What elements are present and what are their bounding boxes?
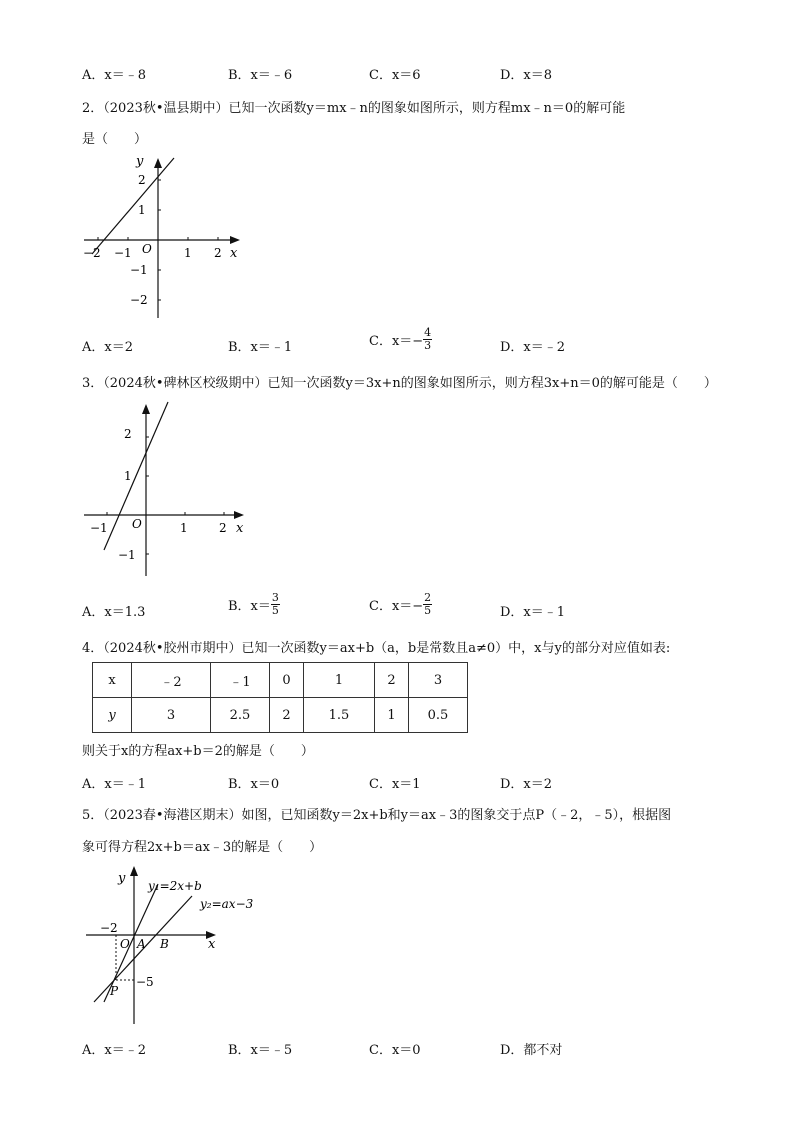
q5-option-c[interactable]: C．x＝0 [369,1043,421,1058]
q2-stem-line1: 2．（2023秋•温县期中）已知一次函数y＝mx﹣n的图象如图所示，则方程mx﹣n＝0的解可能 [82,101,626,116]
q2-xtick-neg1: −1 [114,246,132,260]
q3-option-b-fraction [271,592,280,617]
q3-x-arrow [234,511,244,519]
q3-option-c-fraction [423,592,432,617]
q2-ytick-neg1: −1 [130,263,148,277]
q3-option-c-prefix: C．x＝− [369,599,424,614]
table-cell: 1.5 [304,698,375,733]
q3-xtick-2: 2 [219,521,227,535]
q4-option-b[interactable]: B．x＝0 [228,777,280,792]
q3-option-c[interactable] [369,592,432,617]
q5-tick-y: −5 [136,975,154,989]
q3c-frac-numerator: 2 [424,591,432,604]
q5-point-b: B [160,937,169,951]
q4-stem: 4．（2024秋•胶州市期中）已知一次函数y＝ax+b（a，b是常数且a≠0）中，x与y的部分对应值如表: [82,641,671,656]
q2-stem-line2: 是（ ） [82,132,148,147]
q2-option-b[interactable]: B．x＝﹣1 [228,340,293,355]
q3-xtick-1: 1 [180,521,188,535]
q2-ytick-neg2: −2 [130,293,148,307]
q5-option-d[interactable]: D．都不对 [500,1043,563,1058]
q5-stem-line2: 象可得方程2x+b＝ax﹣3的解是（ ） [82,840,323,855]
q2-graph [80,150,250,320]
q3-ytick-2: 2 [124,427,132,441]
q1-option-a[interactable]: A．x＝﹣8 [82,68,146,83]
q2-x-label: x [230,246,238,261]
q3-xtick-neg1: −1 [90,521,108,535]
table-cell: 2.5 [211,698,270,733]
table-cell: 0 [270,663,304,698]
q2-xtick-1: 1 [184,246,192,260]
q4-option-d[interactable]: D．x＝2 [500,777,553,792]
table-cell: 2 [375,663,409,698]
q3-x-label: x [236,521,244,536]
table-cell: ﹣1 [211,663,270,698]
table-row [93,698,468,733]
q2-ytick-1: 1 [138,203,146,217]
q5-point-a: A [137,937,146,951]
q2-ytick-2: 2 [138,173,146,187]
q3-ytick-1: 1 [124,469,132,483]
table-cell: ﹣2 [132,663,211,698]
q1-option-d[interactable]: D．x＝8 [500,68,553,83]
q3-graph [80,400,255,580]
q5-x-label: x [208,937,216,952]
q3c-frac-denominator: 5 [424,604,432,617]
q1-option-c[interactable]: C．x＝6 [369,68,421,83]
q4-option-a[interactable]: A．x＝﹣1 [82,777,146,792]
q2-y-arrow [154,158,162,168]
q4-option-c[interactable]: C．x＝1 [369,777,421,792]
q3b-frac-denominator: 5 [271,604,279,617]
q4-follow-text: 则关于x的方程ax+b＝2的解是（ ） [82,744,314,759]
q2-option-c-fraction [423,327,432,352]
table-cell: 2 [270,698,304,733]
table-cell: 3 [409,663,468,698]
q3-option-b-prefix: B．x＝ [228,599,271,614]
q2-option-d[interactable]: D．x＝﹣2 [500,340,566,355]
q3-stem: 3．（2024秋•碑林区校级期中）已知一次函数y＝3x+n的图象如图所示，则方程3x+n＝0的解可能是（ ） [82,376,717,391]
q2-frac-denominator: 3 [424,339,432,352]
q2-x-arrow [230,236,240,244]
q3-option-b[interactable] [228,592,280,617]
q2-option-c[interactable] [369,327,432,352]
q5-label-y2: y₂=ax−3 [200,897,254,911]
table-cell: y [93,698,132,733]
q2-xtick-neg2: −2 [83,246,101,260]
q5-y-arrow [130,866,138,876]
q2-origin-label: O [142,242,152,256]
q3-option-a[interactable]: A．x＝1.3 [82,605,146,620]
q1-option-b[interactable]: B．x＝﹣6 [228,68,293,83]
q3-origin-label: O [132,517,142,531]
q2-option-c-prefix: C．x＝− [369,334,424,349]
q2-frac-numerator: 4 [424,326,432,339]
q5-origin-label: O [120,937,130,951]
table-cell: 1 [375,698,409,733]
q5-stem-line1: 5．（2023春•海港区期末）如图，已知函数y＝2x+b和y＝ax﹣3的图象交于点P（﹣2，﹣5），根据图 [82,808,672,823]
q2-xtick-2: 2 [214,246,222,260]
q3-option-d[interactable]: D．x＝﹣1 [500,605,566,620]
q5-graph [80,862,280,1032]
q5-point-p: P [110,984,119,998]
q3-ytick-neg1: −1 [118,548,136,562]
table-row [93,663,468,698]
q2-y-label: y [136,154,144,169]
q3b-frac-numerator: 3 [271,591,279,604]
q5-label-y1: y₁=2x+b [148,879,202,893]
q5-tick-x: −2 [100,921,118,935]
q4-value-table [92,662,468,733]
q3-y-arrow [142,404,150,414]
q2-option-a[interactable]: A．x＝2 [82,340,133,355]
table-cell: x [93,663,132,698]
q5-y-label: y [118,871,126,886]
table-cell: 3 [132,698,211,733]
table-cell: 0.5 [409,698,468,733]
q5-option-a[interactable]: A．x＝﹣2 [82,1043,146,1058]
q5-option-b[interactable]: B．x＝﹣5 [228,1043,293,1058]
table-cell: 1 [304,663,375,698]
